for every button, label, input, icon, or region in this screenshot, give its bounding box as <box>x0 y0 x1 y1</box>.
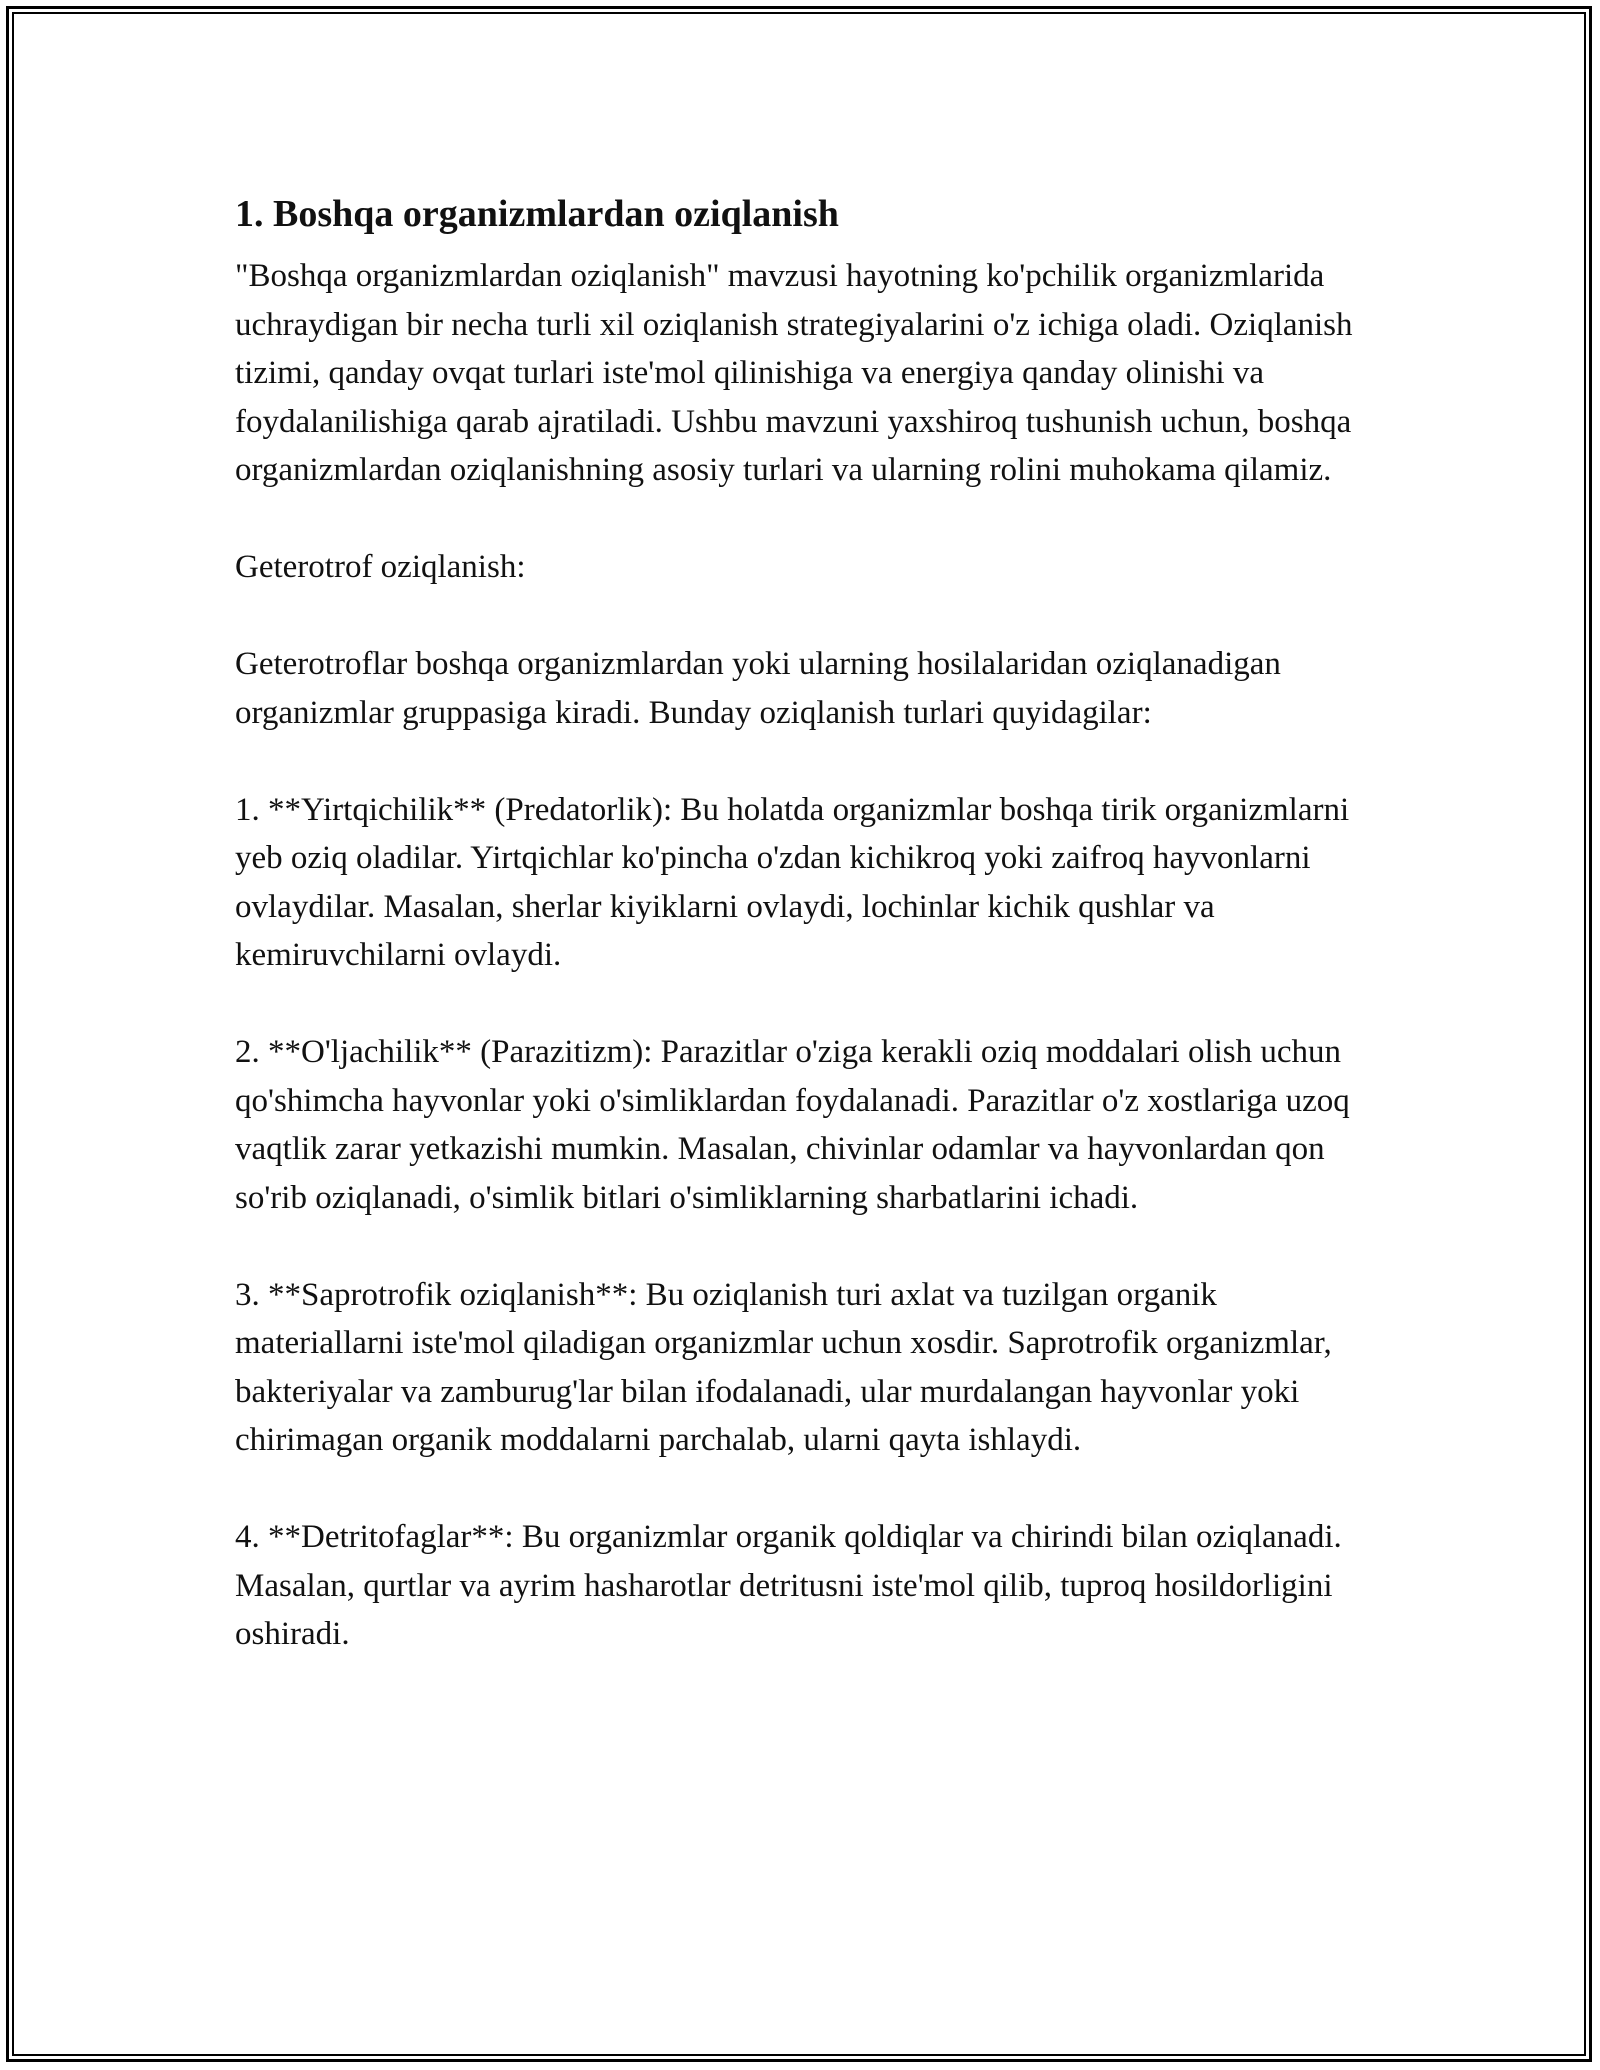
intro-paragraph: "Boshqa organizmlardan oziqlanish" mavzusi hayotning ko'pchilik organizmlarida uchraydigan bir necha turli xil oziqlanish strategiyalarini o'z ichiga oladi. Oziqlanish tizimi, qanday ovqat turlari iste'mol qilinishiga va energiya qanday olinishi va foydalanilishiga qarab ajratiladi. Ushbu mavzuni yaxshiroq tushunish uchun, boshqa organizmlardan oziqlanishning asosiy turlari va ularning rolini muhokama qilamiz. <box>235 258 1353 488</box>
document-body <box>235 188 1375 1707</box>
list-item-parasitism: 2. **O'ljachilik** (Parazitizm): Parazitlar o'ziga kerakli oziq moddalari olish uchun qo'shimcha hayvonlar yoki o'simliklardan foydalanadi. Parazitlar o'z xostlariga uzoq vaqtlik zarar yetkazishi mumkin. Masalan, chivinlar odamlar va hayvonlardan qon so'rib oziqlanadi, o'simlik bitlari o'simliklarning sharbatlarini ichadi. <box>235 1034 1350 1216</box>
document-title: 1. Boshqa organizmlardan oziqlanish <box>235 193 839 235</box>
list-item-detritivores: 4. **Detritofaglar**: Bu organizmlar organik qoldiqlar va chirindi bilan oziqlanadi. Masalan, qurtlar va ayrim hasharotlar detritusni iste'mol qilib, tuproq hosildorligini oshiradi. <box>235 1519 1342 1652</box>
heterotrophs-paragraph: Geterotroflar boshqa organizmlardan yoki ularning hosilalaridan oziqlanadigan organizmlar gruppasiga kiradi. Bunday oziqlanish turlari quyidagilar: <box>235 646 1281 731</box>
section-heading-heterotrophic: Geterotrof oziqlanish: <box>235 549 526 585</box>
list-item-saprotrophic: 3. **Saprotrofik oziqlanish**: Bu oziqlanish turi axlat va tuzilgan organik materiallarni iste'mol qiladigan organizmlar uchun xosdir. Saprotrofik organizmlar, bakteriyalar va zamburug'lar bilan ifodalanadi, ular murdalangan hayvonlar yoki chirimagan organik moddalarni parchalab, ularni qayta ishlaydi. <box>235 1276 1332 1458</box>
list-item-predation: 1. **Yirtqichilik** (Predatorlik): Bu holatda organizmlar boshqa tirik organizmlarni yeb oziq oladilar. Yirtqichlar ko'pincha o'zdan kichikroq yoki zaifroq hayvonlarni ovlaydilar. Masalan, sherlar kiyiklarni ovlaydi, lochinlar kichik qushlar va kemiruvchilarni ovlaydi. <box>235 791 1350 973</box>
